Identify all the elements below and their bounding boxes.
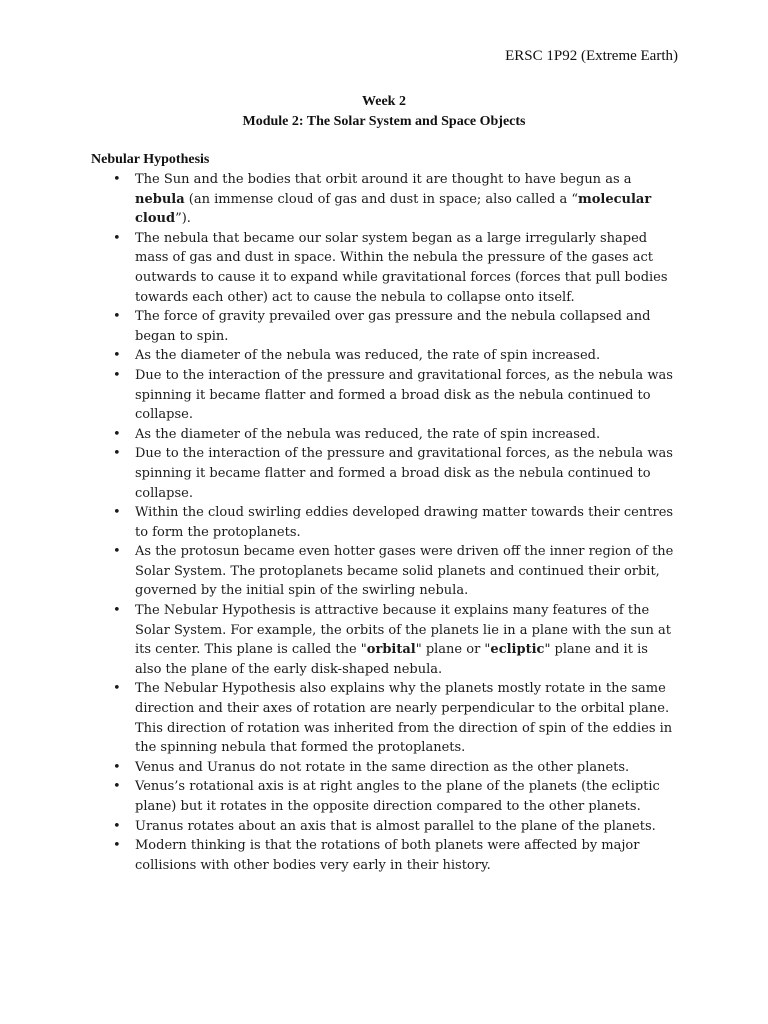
bullet-dot-icon: • xyxy=(113,446,121,462)
bullet-item xyxy=(0,170,677,229)
bullet-text: ”). xyxy=(175,211,191,227)
bullet-item xyxy=(0,307,677,346)
bullet-dot-icon: • xyxy=(113,838,121,854)
bullet-text: As the diameter of the nebula was reduced, the rate of spin increased. xyxy=(135,348,601,364)
bullet-item xyxy=(0,836,677,875)
bullet-dot-icon: • xyxy=(113,505,121,521)
bullet-dot-icon: • xyxy=(113,779,121,795)
bullet-item xyxy=(0,601,677,679)
bullet-text: The Nebular Hypothesis is attractive because it explains many features of the Solar System. For example, the orbits of the planets lie in a plane with the sun at its center. This plane is called the " xyxy=(135,603,672,658)
bullet-text: Within the cloud swirling eddies developed drawing matter towards their centres to form the protoplanets. xyxy=(135,505,674,540)
bullet-item xyxy=(0,758,677,778)
bullet-item xyxy=(0,425,677,445)
bullet-dot-icon: • xyxy=(113,681,121,697)
bullet-list xyxy=(0,170,677,875)
bullet-item xyxy=(0,777,677,816)
bold-term: molecular cloud xyxy=(135,191,652,227)
bullet-item xyxy=(0,817,677,837)
bullet-text: " plane and it is also the plane of the early disk-shaped nebula. xyxy=(135,642,648,677)
bullet-item xyxy=(0,366,677,425)
bullet-text: Venus and Uranus do not rotate in the same direction as the other planets. xyxy=(135,759,630,775)
bullet-dot-icon: • xyxy=(113,603,121,619)
bullet-item xyxy=(0,503,677,542)
bullet-text: Due to the interaction of the pressure and gravitational forces, as the nebula was spinning it became flatter and formed a broad disk as the nebula continued to collapse. xyxy=(135,367,673,423)
bullet-dot-icon: • xyxy=(113,818,121,834)
bullet-text: Venus’s rotational axis is at right angles to the plane of the planets (the ecliptic plane) but it rotates in the opposite direction compared to the other planets. xyxy=(135,779,660,814)
course-header: ERSC 1P92 (Extreme Earth) xyxy=(505,48,678,64)
bullet-text: " plane or " xyxy=(415,642,491,658)
bullet-dot-icon: • xyxy=(113,309,121,325)
bullet-text: The Nebular Hypothesis also explains why the planets mostly rotate in the same direction and their axes of rotation are nearly perpendicular to the orbital plane. This direction of rotation was inherited from the direction of spin of the eddies in the spinning nebula that formed the protoplanets. xyxy=(135,681,673,756)
title-block xyxy=(0,92,768,132)
bold-term: orbital xyxy=(366,642,416,658)
bullet-item xyxy=(0,542,677,601)
bullet-dot-icon: • xyxy=(113,230,121,246)
bullet-text: The nebula that became our solar system began as a large irregularly shaped mass of gas and dust in space. Within the nebula the pressure of the gases act outwards to cause it to expand while gravitational forces (forces that pull bodies towards each other) act to cause the nebula to collapse onto itself. xyxy=(135,230,668,305)
bullet-dot-icon: • xyxy=(113,426,121,442)
bullet-text: The force of gravity prevailed over gas pressure and the nebula collapsed and began to spin. xyxy=(135,309,651,344)
bullet-text: Uranus rotates about an axis that is almost parallel to the plane of the planets. xyxy=(135,818,656,834)
bold-term: nebula xyxy=(135,191,185,207)
section-heading: Nebular Hypothesis xyxy=(91,152,210,167)
bullet-text: Modern thinking is that the rotations of both planets were affected by major collisions with other bodies very early in their history. xyxy=(135,838,640,873)
bullet-dot-icon: • xyxy=(113,544,121,560)
bold-term: ecliptic xyxy=(490,642,545,658)
bullet-text: Due to the interaction of the pressure and gravitational forces, as the nebula was spinning it became flatter and formed a broad disk as the nebula continued to collapse. xyxy=(135,446,673,501)
bullet-text: As the protosun became even hotter gases were driven off the inner region of the Solar System. The protoplanets became solid planets and continued their orbit, governed by the initial spin of the swirling nebula. xyxy=(135,544,674,599)
bullet-dot-icon: • xyxy=(113,348,121,364)
bullet-text: (an immense cloud of gas and dust in space; also called a “ xyxy=(184,191,578,207)
module-title: Module 2: The Solar System and Space Objects xyxy=(242,114,526,129)
bullet-item xyxy=(0,679,677,757)
bullet-item xyxy=(0,346,677,366)
bullet-text: The Sun and the bodies that orbit around it are thought to have begun as a xyxy=(135,172,632,187)
bullet-dot-icon: • xyxy=(113,172,121,187)
bullet-dot-icon: • xyxy=(113,367,121,383)
bullet-text: As the diameter of the nebula was reduced, the rate of spin increased. xyxy=(135,426,601,442)
bullet-item xyxy=(0,229,677,307)
bullet-item xyxy=(0,444,677,503)
bullet-dot-icon: • xyxy=(113,759,121,775)
week-title: Week 2 xyxy=(362,94,406,109)
